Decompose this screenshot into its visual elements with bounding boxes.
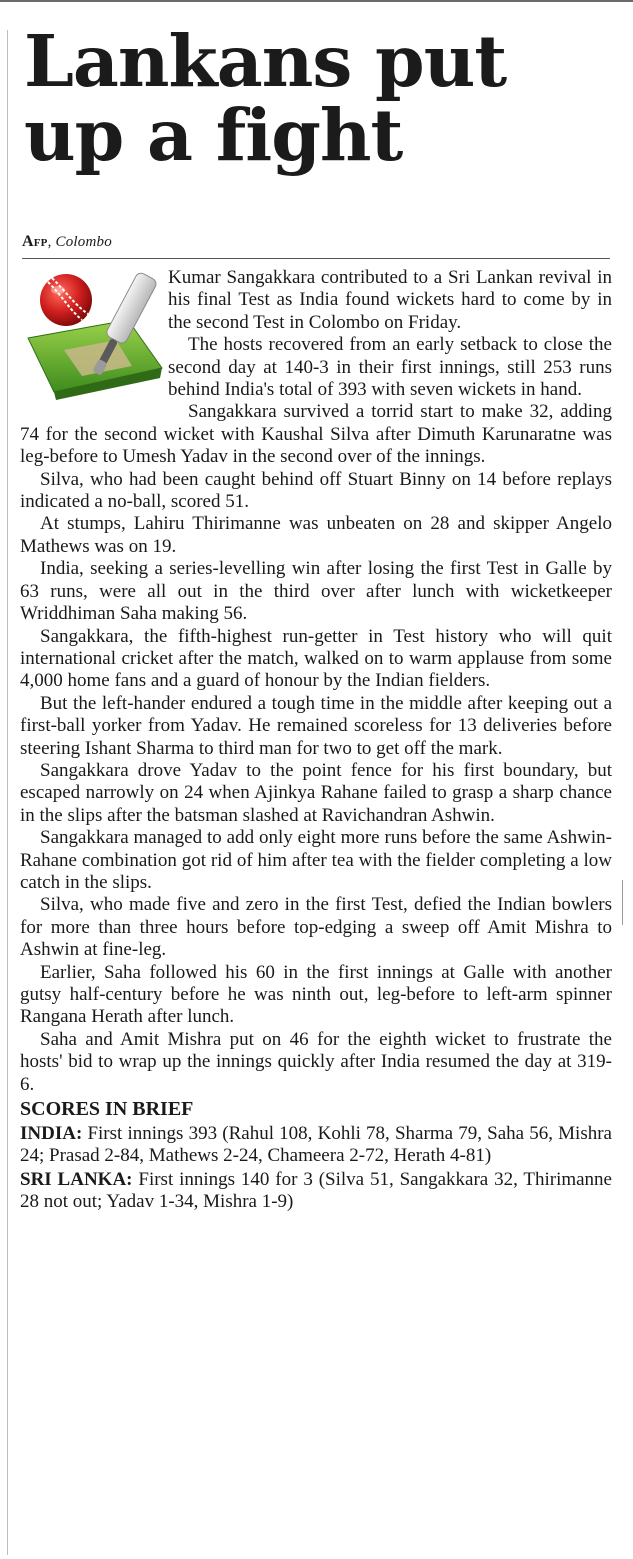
paragraph: At stumps, Lahiru Thirimanne was unbeaten on 28 and skipper Angelo Mathews was on 19. xyxy=(20,513,612,557)
paragraph: Kumar Sangakkara contributed to a Sri Lankan revival in his final Test as India found wickets hard to come by in the second Test in Colombo on Friday. xyxy=(168,267,612,333)
scores-sri-lanka xyxy=(20,1169,612,1214)
column-rule xyxy=(7,30,8,1555)
scores-india-text: First innings 393 (Rahul 108, Kohli 78, Sharma 79, Saha 56, Mishra 24; Prasad 2-84, Mathews 2-24, Chameera 2-72, Herath 4-81) xyxy=(20,1123,612,1167)
gutter-mark xyxy=(622,880,623,925)
dateline-agency: Afp xyxy=(22,233,48,250)
headline: Lankans put up a fight xyxy=(24,19,507,177)
scores-sri-lanka-text: First innings 140 for 3 (Silva 51, Sangakkara 32, Thirimanne 28 not out; Yadav 1-34, Mishra 1-9) xyxy=(20,1168,612,1213)
paragraph: Saha and Amit Mishra put on 46 for the eighth wicket to frustrate the hosts' bid to wrap up the innings quickly after India resumed the day at 319-6. xyxy=(20,1028,612,1095)
paragraph: Sangakkara, the fifth-highest run-getter in Test history who will quit international cricket after the match, walked on to warm applause from some 4,000 home fans and a guard of honour by the Indian fielders. xyxy=(20,625,612,692)
paragraph: Silva, who made five and zero in the first Test, defied the Indian bowlers for more than three hours before top-edging a sweep off Amit Mishra to Ashwin at fine-leg. xyxy=(20,894,612,961)
dateline xyxy=(22,233,112,251)
dateline-rule xyxy=(22,258,610,259)
paragraph: But the left-hander endured a tough time in the middle after keeping out a first-ball yorker from Yadav. He remained scoreless for 13 deliveries before steering Ishant Sharma to third man for two to get off the mark. xyxy=(20,692,612,759)
paragraph: The hosts recovered from an early setback to close the second day at 140-3 in their first innings, still 253 runs behind India's total of 393 with seven wickets in hand. xyxy=(168,334,612,401)
scores-india-team: INDIA: xyxy=(20,1123,83,1145)
paragraph: Sangakkara survived a torrid start to make 32, adding 74 for the second wicket with Kaushal Silva after Dimuth Karunaratne was leg-before to Umesh Yadav in the second over of the innings. xyxy=(20,401,612,468)
dateline-separator: , xyxy=(47,234,52,250)
top-rule xyxy=(0,0,633,2)
paragraph: Sangakkara managed to add only eight more runs before the same Ashwin-Rahane combination got rid of him after tea with the fielder completing a low catch in the slips. xyxy=(20,827,612,893)
scores-india xyxy=(20,1123,612,1168)
paragraph: Silva, who had been caught behind off Stuart Binny on 14 before replays indicated a no-ball, scored 51. xyxy=(20,468,612,513)
article-body xyxy=(20,267,612,1214)
paragraph: Sangakkara drove Yadav to the point fence for his first boundary, but escaped narrowly on 24 when Ajinkya Rahane failed to grasp a sharp chance in the slips after the batsman slashed at Ravichandran Ashwin. xyxy=(20,759,612,826)
dateline-place: Colombo xyxy=(55,234,112,250)
paragraph: Earlier, Saha followed his 60 in the first innings at Galle with another gutsy half-century before he was ninth out, leg-before to left-arm spinner Rangana Herath after lunch. xyxy=(20,961,612,1028)
paragraph: India, seeking a series-levelling win after losing the first Test in Galle by 63 runs, were all out in the third over after lunch with wicketkeeper Wriddhiman Saha making 56. xyxy=(20,558,612,625)
scores-heading: SCORES IN BRIEF xyxy=(20,1098,194,1121)
icon-spacer xyxy=(20,267,168,415)
scores-sri-lanka-team: SRI LANKA: xyxy=(20,1168,133,1190)
